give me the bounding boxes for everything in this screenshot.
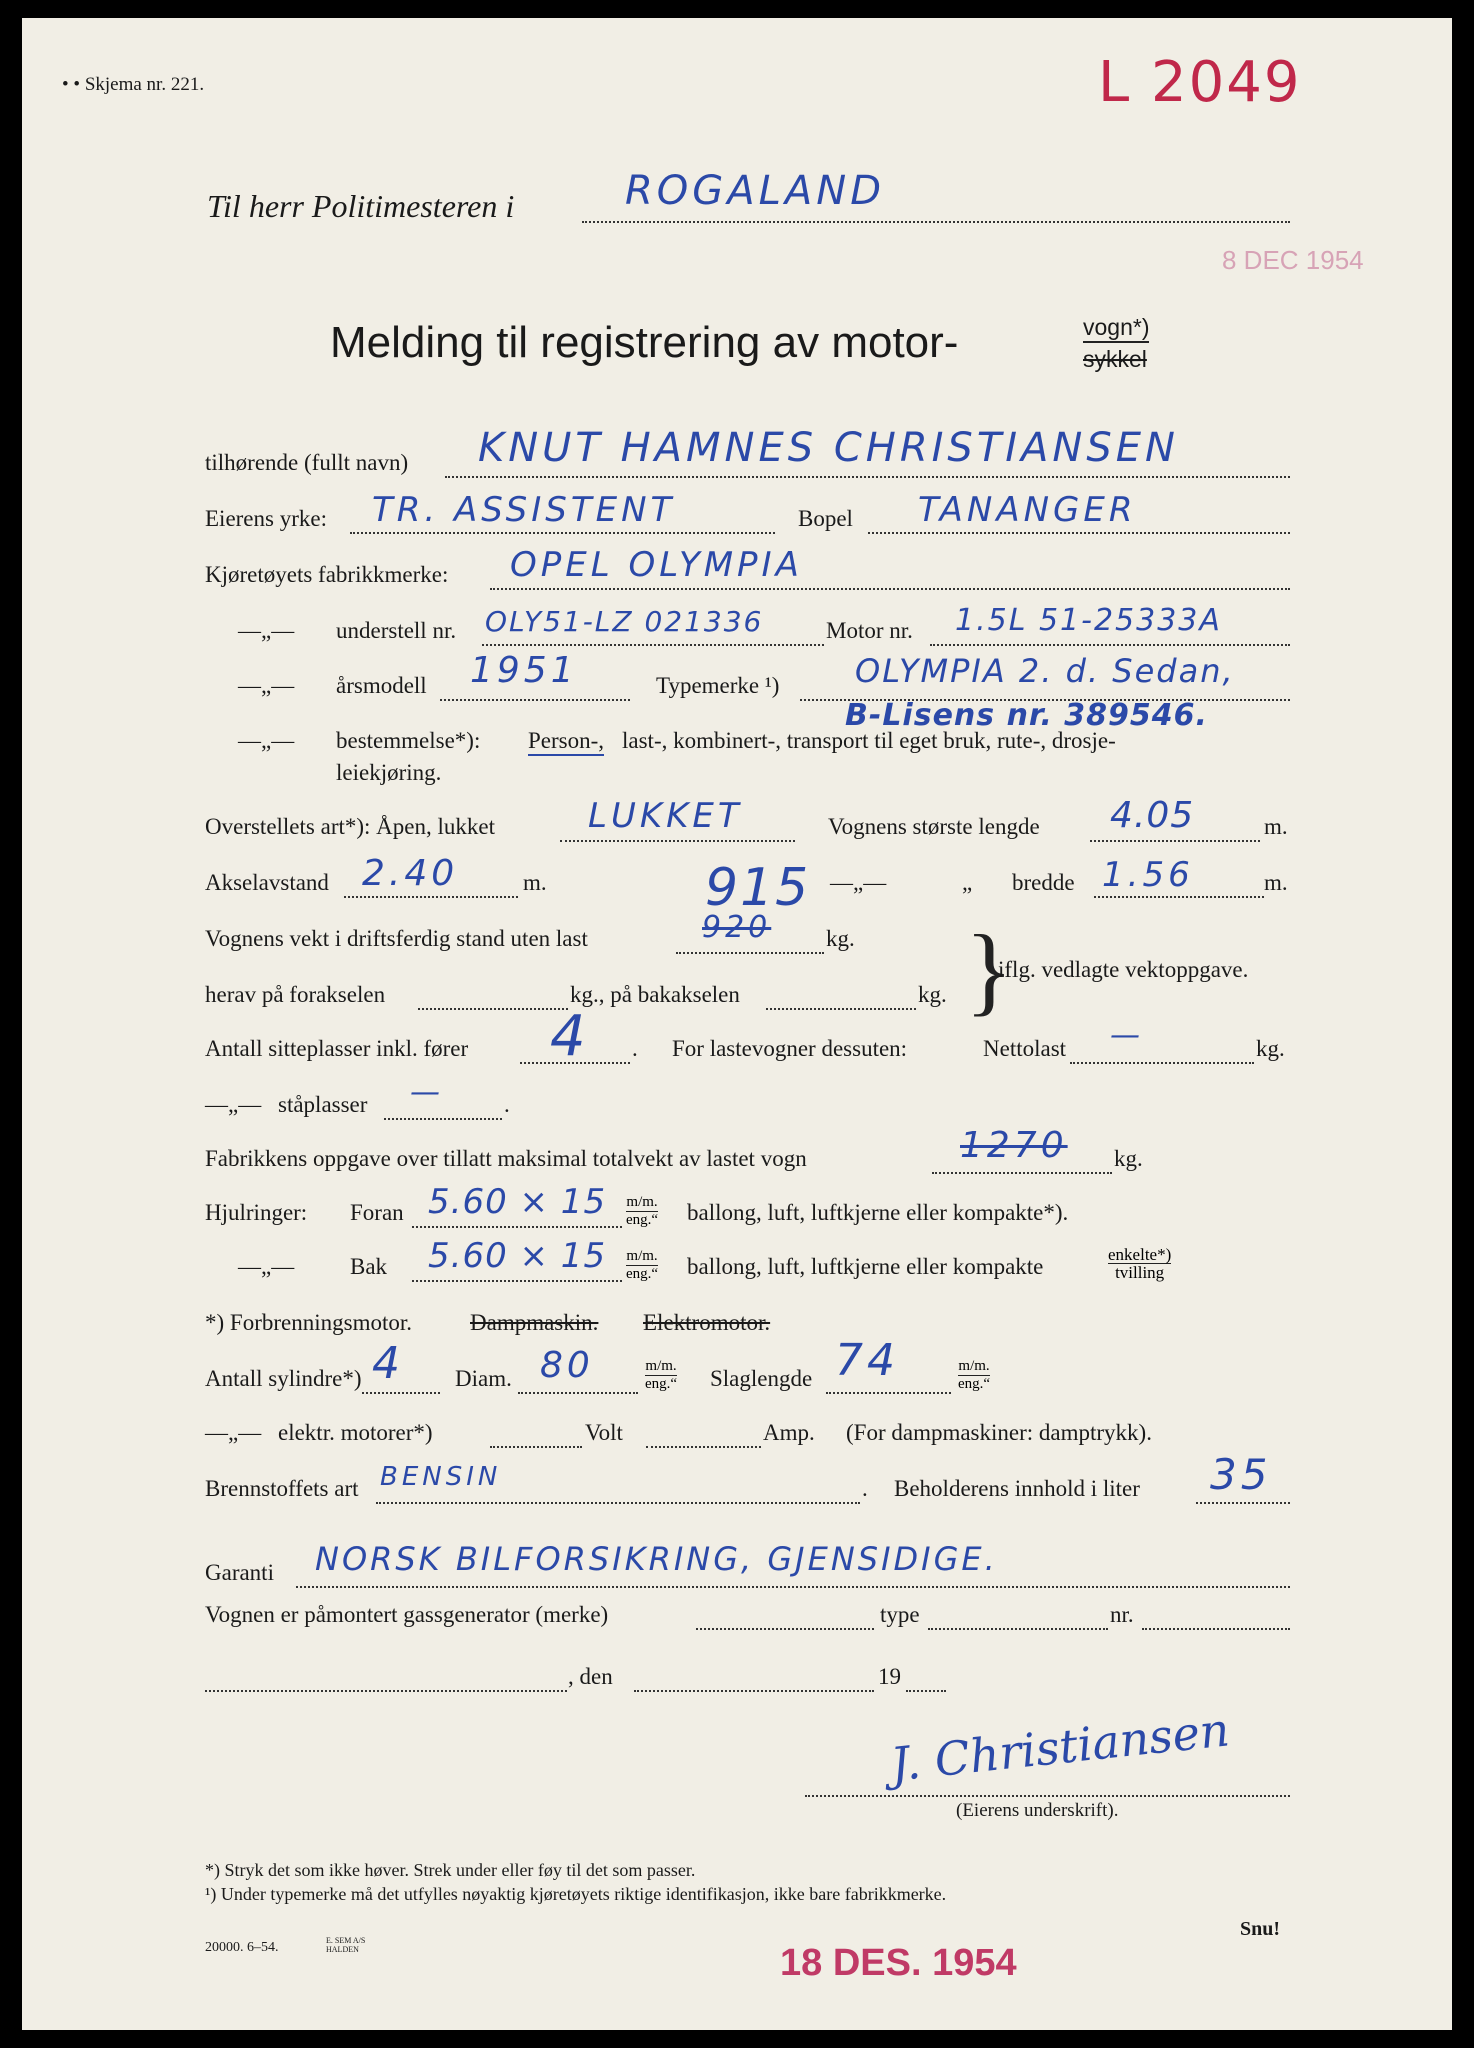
gas-type-label: type bbox=[880, 1602, 920, 1627]
width-line bbox=[1094, 896, 1264, 898]
owner-signature: J. Christiansen bbox=[888, 1702, 1232, 1792]
seats-value: 4 bbox=[550, 1004, 590, 1069]
cylinders-label: Antall sylindre*) bbox=[205, 1366, 362, 1391]
ditto-comma: „ bbox=[962, 870, 973, 895]
length-value: 4.05 bbox=[1110, 795, 1195, 836]
turn-over-note: Snu! bbox=[1240, 1918, 1281, 1940]
weight-label: Vognens vekt i driftsferdig stand uten last bbox=[205, 926, 588, 951]
make-value: OPEL OLYMPIA bbox=[510, 545, 803, 585]
width-unit: m. bbox=[1264, 870, 1288, 895]
occupation-value: TR. ASSISTENT bbox=[372, 490, 676, 530]
ditto-mark: —„— bbox=[238, 1254, 295, 1279]
stroke-label: Slaglengde bbox=[710, 1366, 813, 1391]
net-load-unit: kg. bbox=[1256, 1036, 1285, 1061]
net-load-value: — bbox=[1110, 1018, 1144, 1053]
chassis-value: OLY51-LZ 021336 bbox=[485, 605, 764, 638]
registration-number: L 2049 bbox=[1098, 50, 1302, 115]
diam-value: 80 bbox=[540, 1345, 594, 1386]
width-value: 1.56 bbox=[1102, 855, 1194, 895]
weight-correction: 915 bbox=[705, 858, 811, 918]
body-value: LUKKET bbox=[588, 796, 743, 836]
wheelbase-value: 2.40 bbox=[362, 853, 459, 894]
recipient-line bbox=[582, 221, 1290, 223]
fuel-period: . bbox=[862, 1476, 868, 1501]
received-date-stamp: 18 DES. 1954 bbox=[780, 1942, 1017, 1984]
tank-value: 35 bbox=[1210, 1450, 1272, 1499]
amp-label: Amp. bbox=[763, 1420, 815, 1445]
seats-period: . bbox=[632, 1036, 638, 1061]
rear-tire-value: 5.60 × 15 bbox=[428, 1236, 607, 1276]
guarantee-label: Garanti bbox=[205, 1560, 274, 1585]
form-title: Melding til registrering av motor- bbox=[330, 318, 959, 367]
ditto-mark: —„— bbox=[205, 1420, 262, 1445]
engine-type-steam: Dampmaskin. bbox=[470, 1310, 599, 1335]
standing-label: ståplasser bbox=[278, 1092, 368, 1117]
front-tire-types: ballong, luft, luftkjerne eller kompakte*). bbox=[687, 1200, 1069, 1225]
year-prefix: 19 bbox=[878, 1664, 901, 1689]
max-weight-line bbox=[932, 1172, 1112, 1174]
front-axle-line bbox=[418, 1008, 568, 1010]
weight-value: 920 bbox=[702, 910, 772, 945]
max-weight-label: Fabrikkens oppgave over tillatt maksimal totalvekt av lastet vogn bbox=[205, 1146, 807, 1171]
brace-icon: } bbox=[965, 914, 1013, 1025]
received-stamp: 8 DEC 1954 bbox=[1222, 245, 1364, 275]
year-line bbox=[440, 699, 630, 701]
motor-line bbox=[930, 644, 1290, 646]
net-load-line bbox=[1070, 1062, 1254, 1064]
ditto-mark: —„— bbox=[238, 728, 295, 753]
date-label: , den bbox=[568, 1664, 613, 1689]
date-line bbox=[634, 1690, 874, 1692]
front-tire-unit: m/m. eng.“ bbox=[626, 1194, 659, 1228]
title-option-vogn: vogn*) bbox=[1083, 314, 1149, 343]
front-tire-line bbox=[412, 1226, 622, 1228]
motor-value: 1.5L 51-25333A bbox=[955, 603, 1222, 638]
owner-line bbox=[445, 476, 1290, 478]
diam-label: Diam. bbox=[455, 1366, 512, 1391]
owner-value: KNUT HAMNES CHRISTIANSEN bbox=[478, 425, 1179, 471]
recipient-label: Til herr Politimesteren i bbox=[207, 188, 515, 224]
rear-axle-line bbox=[766, 1008, 916, 1010]
engine-type-electric: Elektromotor. bbox=[643, 1310, 771, 1335]
signature-label: (Eierens underskrift). bbox=[956, 1800, 1119, 1821]
owner-label: tilhørende (fullt navn) bbox=[205, 450, 409, 475]
occupation-label: Eierens yrke: bbox=[205, 506, 327, 531]
recipient-value: ROGALAND bbox=[625, 168, 886, 214]
length-line bbox=[1090, 840, 1260, 842]
schema-number: • • Skjema nr. 221. bbox=[62, 74, 205, 95]
purpose-options-line2: leiekjøring. bbox=[336, 760, 442, 785]
cylinders-value: 4 bbox=[372, 1338, 404, 1389]
year-label: årsmodell bbox=[336, 673, 427, 698]
tank-label: Beholderens innhold i liter bbox=[894, 1476, 1140, 1501]
front-axle-label: herav på forakselen bbox=[205, 982, 386, 1007]
diam-line bbox=[518, 1392, 638, 1394]
stroke-line bbox=[826, 1392, 951, 1394]
cylinders-line bbox=[362, 1392, 440, 1394]
wheelbase-unit: m. bbox=[523, 870, 547, 895]
printer-name: E. SEM A/S HALDEN bbox=[326, 1936, 366, 1954]
cargo-label: For lastevogner dessuten: bbox=[672, 1036, 908, 1061]
tires-label: Hjulringer: bbox=[205, 1200, 308, 1225]
gas-type-line bbox=[928, 1628, 1108, 1630]
diam-unit: m/m. eng.“ bbox=[645, 1358, 678, 1392]
rear-tire-line bbox=[412, 1280, 622, 1282]
wheelbase-label: Akselavstand bbox=[205, 870, 329, 895]
ditto-mark: —„— bbox=[238, 618, 295, 643]
residence-label: Bopel bbox=[798, 506, 853, 531]
motor-label: Motor nr. bbox=[826, 618, 913, 643]
max-weight-value: 1270 bbox=[960, 1125, 1068, 1166]
rear-tire-types: ballong, luft, luftkjerne eller kompakte bbox=[687, 1254, 1044, 1279]
single-twin-option: enkelte*) tvilling bbox=[1108, 1245, 1172, 1282]
chassis-line bbox=[482, 644, 824, 646]
gas-number-line bbox=[1142, 1628, 1290, 1630]
footnote-2: ¹) Under typemerke må det utfylles nøyaktig kjøretøyets riktige identifikasjon, ikke bare fabrikkmerke. bbox=[205, 1884, 947, 1904]
wheelbase-line bbox=[344, 896, 518, 898]
length-label: Vognens største lengde bbox=[828, 814, 1040, 839]
rear-axle-unit: kg. bbox=[918, 982, 947, 1007]
seats-label: Antall sitteplasser inkl. fører bbox=[205, 1036, 469, 1061]
gas-generator-line bbox=[696, 1628, 874, 1630]
weight-note: iflg. vedlagte vektoppgave. bbox=[998, 957, 1249, 982]
make-line bbox=[490, 588, 1290, 590]
ditto-mark: —„— bbox=[238, 673, 295, 698]
fuel-label: Brennstoffets art bbox=[205, 1476, 359, 1501]
place-line bbox=[205, 1690, 567, 1692]
ditto-mark: —„— bbox=[205, 1092, 262, 1117]
year-line bbox=[906, 1690, 946, 1692]
guarantee-value: NORSK BILFORSIKRING, GJENSIDIGE. bbox=[315, 1540, 998, 1578]
max-weight-unit: kg. bbox=[1114, 1146, 1143, 1171]
stroke-unit: m/m. eng.“ bbox=[958, 1358, 991, 1392]
rear-axle-label: kg., på bakakselen bbox=[570, 982, 740, 1007]
body-line bbox=[560, 840, 795, 842]
chassis-label: understell nr. bbox=[336, 618, 457, 643]
gas-generator-label: Vognen er påmontert gassgenerator (merke) bbox=[205, 1602, 609, 1627]
volt-label: Volt bbox=[585, 1420, 623, 1445]
standing-period: . bbox=[504, 1092, 510, 1117]
year-value: 1951 bbox=[470, 650, 578, 691]
electric-label: elektr. motorer*) bbox=[278, 1420, 433, 1445]
electric-line bbox=[490, 1446, 582, 1448]
residence-value: TANANGER bbox=[918, 490, 1137, 530]
steam-pressure-label: (For dampmaskiner: damptrykk). bbox=[846, 1420, 1152, 1445]
rear-tire-unit: m/m. eng.“ bbox=[626, 1248, 659, 1282]
type-label: Typemerke ¹) bbox=[656, 673, 780, 698]
license-value: B-Lisens nr. 389546. bbox=[845, 698, 1208, 733]
front-tire-label: Foran bbox=[350, 1200, 404, 1225]
engine-type-combustion: *) Forbrenningsmotor. bbox=[205, 1310, 412, 1335]
ditto-mark: —„— bbox=[830, 870, 887, 895]
weight-unit: kg. bbox=[826, 926, 855, 951]
signature-line bbox=[805, 1795, 1290, 1797]
net-load-label: Nettolast bbox=[983, 1036, 1067, 1061]
occupation-line bbox=[350, 532, 775, 534]
fuel-value: BENSIN bbox=[380, 1462, 502, 1492]
length-unit: m. bbox=[1264, 814, 1288, 839]
tank-line bbox=[1196, 1502, 1290, 1504]
standing-value: — bbox=[410, 1075, 444, 1110]
purpose-options: last-, kombinert-, transport til eget bruk, rute-, drosje- bbox=[622, 728, 1116, 753]
print-info: 20000. 6–54. bbox=[205, 1940, 279, 1955]
front-tire-value: 5.60 × 15 bbox=[428, 1182, 607, 1222]
width-label: bredde bbox=[1012, 870, 1075, 895]
stroke-value: 74 bbox=[835, 1335, 899, 1386]
footnote-1: *) Stryk det som ikke høver. Strek under eller føy til det som passer. bbox=[205, 1860, 696, 1880]
purpose-person: Person-, bbox=[528, 728, 604, 756]
purpose-label: bestemmelse*): bbox=[336, 728, 481, 753]
gas-number-label: nr. bbox=[1110, 1602, 1134, 1627]
rear-tire-label: Bak bbox=[350, 1254, 388, 1279]
make-label: Kjøretøyets fabrikkmerke: bbox=[205, 562, 449, 587]
guarantee-line bbox=[296, 1586, 1290, 1588]
type-value: OLYMPIA 2. d. Sedan, bbox=[855, 652, 1235, 690]
body-label: Overstellets art*): Åpen, lukket bbox=[205, 814, 495, 839]
standing-line bbox=[384, 1118, 502, 1120]
fuel-line bbox=[376, 1502, 860, 1504]
title-option-sykkel: sykkel bbox=[1083, 346, 1147, 372]
residence-line bbox=[868, 532, 1290, 534]
weight-line bbox=[676, 952, 824, 954]
volt-line bbox=[646, 1446, 761, 1448]
